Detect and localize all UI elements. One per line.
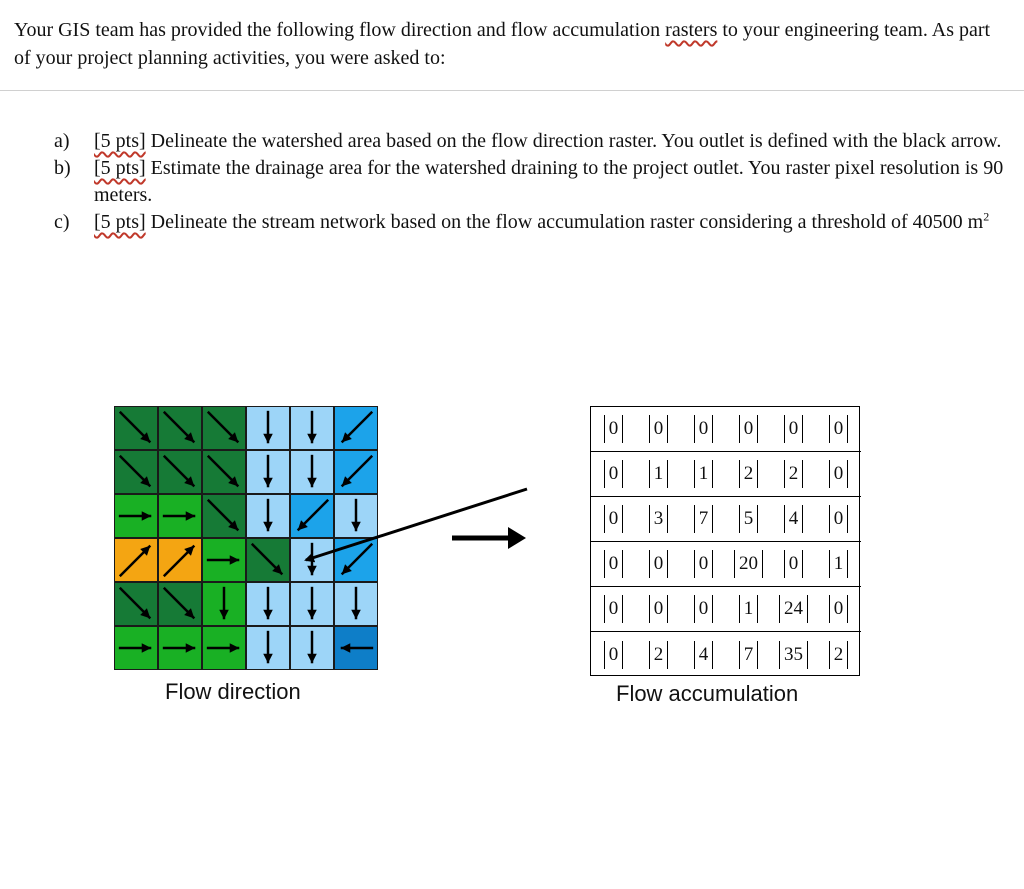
flow-accumulation-cell	[636, 542, 681, 587]
accumulation-value: 0	[829, 505, 849, 533]
flow-arrow-icon	[203, 539, 245, 581]
flow-accumulation-cell	[591, 632, 636, 677]
flow-direction-cell	[158, 450, 202, 494]
accumulation-value: 20	[734, 550, 763, 578]
flow-accumulation-cell	[771, 587, 816, 632]
flow-direction-cell	[114, 450, 158, 494]
flow-direction-cell	[246, 626, 290, 670]
accumulation-value: 4	[784, 505, 804, 533]
question-text: Delineate the stream network based on the flow accumulation raster considering a threshold of 40500 m	[145, 211, 984, 233]
flow-arrow-icon	[115, 451, 157, 493]
flow-arrow-icon	[115, 539, 157, 581]
accumulation-value: 0	[604, 641, 624, 669]
accumulation-value: 0	[604, 460, 624, 488]
flow-direction-caption: Flow direction	[165, 679, 301, 704]
accumulation-value: 0	[604, 550, 624, 578]
accumulation-value: 0	[784, 550, 804, 578]
flow-accumulation-cell	[681, 542, 726, 587]
flow-arrow-icon	[335, 495, 377, 537]
flow-accumulation-cell	[816, 452, 861, 497]
flow-direction-cell	[290, 406, 334, 450]
flow-accumulation-cell	[591, 452, 636, 497]
flow-arrow-icon	[291, 407, 333, 449]
question-points: [5 pts]	[94, 157, 146, 179]
question-marker: c)	[54, 211, 70, 233]
question-list	[14, 128, 1004, 236]
flow-arrow-icon	[159, 583, 201, 625]
accumulation-value: 1	[649, 460, 669, 488]
accumulation-value: 0	[739, 415, 759, 443]
accumulation-value: 4	[694, 641, 714, 669]
flow-direction-cell	[114, 538, 158, 582]
flow-arrow-icon	[247, 451, 289, 493]
question-points: [5 pts]	[94, 130, 146, 152]
flow-arrow-icon	[335, 539, 377, 581]
flow-arrow-icon	[335, 583, 377, 625]
flow-accumulation-cell	[816, 632, 861, 677]
flow-accumulation-cell	[726, 587, 771, 632]
flow-arrow-icon	[203, 495, 245, 537]
flow-direction-cell	[114, 494, 158, 538]
flow-accumulation-cell	[681, 587, 726, 632]
intro-text-1: Your GIS team has provided the following flow direction and flow accumulation	[14, 19, 666, 41]
flow-accumulation-caption: Flow accumulation	[616, 681, 799, 706]
flow-accumulation-cell	[636, 407, 681, 452]
flow-arrow-icon	[159, 495, 201, 537]
flow-accumulation-cell	[771, 632, 816, 677]
accumulation-value: 0	[649, 595, 669, 623]
flow-accumulation-cell	[726, 407, 771, 452]
accumulation-value: 7	[694, 505, 714, 533]
flow-direction-cell	[158, 406, 202, 450]
flow-direction-cell	[246, 406, 290, 450]
flow-accumulation-cell	[816, 407, 861, 452]
question-c	[14, 209, 1004, 236]
flow-direction-cell	[158, 626, 202, 670]
flow-arrow-icon	[115, 495, 157, 537]
flow-accumulation-cell	[681, 452, 726, 497]
accumulation-value: 1	[829, 550, 849, 578]
flow-direction-cell	[334, 626, 378, 670]
flow-arrow-icon	[291, 495, 333, 537]
flow-direction-cell	[202, 494, 246, 538]
accumulation-value: 3	[649, 505, 669, 533]
rasters-word: rasters	[665, 19, 718, 41]
accumulation-value: 0	[784, 415, 804, 443]
accumulation-value: 2	[829, 641, 849, 669]
flow-arrow-icon	[247, 407, 289, 449]
flow-arrow-icon	[247, 495, 289, 537]
flow-direction-cell	[290, 538, 334, 582]
question-text: Delineate the watershed area based on the flow direction raster. You outlet is defined with the black arrow.	[145, 130, 1002, 152]
flow-arrow-icon	[335, 407, 377, 449]
accumulation-value: 35	[779, 641, 808, 669]
intro-text-2: to your engineering team. As part of your project planning activities, you were asked to:	[14, 19, 991, 69]
flow-arrow-icon	[115, 407, 157, 449]
accumulation-value: 24	[779, 595, 808, 623]
flow-direction-cell	[158, 582, 202, 626]
accumulation-value: 7	[739, 641, 759, 669]
question-points: [5 pts]	[94, 211, 146, 233]
question-a	[14, 128, 1004, 155]
flow-direction-cell	[290, 582, 334, 626]
flow-direction-cell	[114, 626, 158, 670]
flow-direction-cell	[202, 626, 246, 670]
flow-arrow-icon	[247, 539, 289, 581]
flow-arrow-icon	[159, 539, 201, 581]
flow-direction-cell	[290, 450, 334, 494]
flow-arrow-icon	[247, 627, 289, 669]
flow-accumulation-cell	[636, 587, 681, 632]
flow-direction-cell	[334, 494, 378, 538]
flow-direction-cell	[202, 450, 246, 494]
question-marker: a)	[54, 130, 70, 152]
flow-accumulation-cell	[771, 452, 816, 497]
flow-accumulation-cell	[591, 587, 636, 632]
flow-direction-cell	[246, 538, 290, 582]
flow-arrow-icon	[115, 583, 157, 625]
flow-accumulation-cell	[816, 587, 861, 632]
intro-paragraph	[14, 16, 1004, 72]
accumulation-value: 1	[739, 595, 759, 623]
question-b	[14, 155, 1004, 209]
flow-accumulation-cell	[591, 497, 636, 542]
flow-direction-cell	[158, 538, 202, 582]
flow-accumulation-cell	[681, 632, 726, 677]
flow-accumulation-cell	[816, 497, 861, 542]
accumulation-value: 2	[739, 460, 759, 488]
transform-arrow-icon	[452, 527, 526, 549]
flow-accumulation-cell	[636, 632, 681, 677]
accumulation-value: 0	[694, 415, 714, 443]
accumulation-value: 0	[649, 415, 669, 443]
flow-direction-cell	[246, 582, 290, 626]
flow-arrow-icon	[159, 407, 201, 449]
flow-arrow-icon	[203, 583, 245, 625]
question-marker: b)	[54, 157, 71, 179]
flow-direction-cell	[290, 494, 334, 538]
flow-accumulation-cell	[681, 497, 726, 542]
accumulation-value: 0	[604, 415, 624, 443]
question-text: Estimate the drainage area for the watershed draining to the project outlet. You raster pixel resolution is 90 meters.	[94, 157, 1004, 206]
accumulation-value: 0	[604, 595, 624, 623]
flow-direction-cell	[246, 494, 290, 538]
accumulation-value: 2	[784, 460, 804, 488]
flow-direction-grid	[114, 406, 382, 674]
top-divider	[0, 90, 1024, 91]
accumulation-value: 0	[649, 550, 669, 578]
flow-direction-cell	[334, 450, 378, 494]
accumulation-value: 0	[694, 595, 714, 623]
flow-accumulation-cell	[726, 497, 771, 542]
accumulation-value: 0	[829, 595, 849, 623]
flow-accumulation-cell	[636, 452, 681, 497]
flow-direction-cell	[334, 406, 378, 450]
flow-direction-cell	[114, 406, 158, 450]
flow-accumulation-cell	[771, 407, 816, 452]
flow-arrow-icon	[291, 583, 333, 625]
accumulation-value: 0	[604, 505, 624, 533]
flow-arrow-icon	[291, 451, 333, 493]
flow-arrow-icon	[159, 451, 201, 493]
flow-accumulation-cell	[591, 407, 636, 452]
accumulation-value: 5	[739, 505, 759, 533]
flow-direction-cell	[114, 582, 158, 626]
flow-arrow-icon	[335, 451, 377, 493]
flow-accumulation-cell	[636, 497, 681, 542]
accumulation-value: 0	[829, 460, 849, 488]
flow-arrow-icon	[203, 451, 245, 493]
flow-accumulation-cell	[726, 452, 771, 497]
flow-direction-cell	[290, 626, 334, 670]
superscript-2: 2	[983, 209, 990, 224]
flow-arrow-icon	[247, 583, 289, 625]
flow-accumulation-grid	[590, 406, 860, 676]
flow-accumulation-cell	[591, 542, 636, 587]
flow-accumulation-cell	[816, 542, 861, 587]
flow-accumulation-cell	[726, 542, 771, 587]
accumulation-value: 0	[694, 550, 714, 578]
flow-arrow-icon	[335, 627, 377, 669]
flow-accumulation-cell	[726, 632, 771, 677]
flow-direction-cell	[246, 450, 290, 494]
flow-accumulation-cell	[681, 407, 726, 452]
flow-arrow-icon	[291, 539, 333, 581]
flow-direction-cell	[202, 582, 246, 626]
flow-arrow-icon	[291, 627, 333, 669]
flow-direction-cell	[334, 538, 378, 582]
accumulation-value: 1	[694, 460, 714, 488]
flow-direction-cell	[202, 406, 246, 450]
flow-accumulation-cell	[771, 542, 816, 587]
accumulation-value: 2	[649, 641, 669, 669]
accumulation-value: 0	[829, 415, 849, 443]
flow-arrow-icon	[159, 627, 201, 669]
flow-direction-cell	[334, 582, 378, 626]
flow-accumulation-cell	[771, 497, 816, 542]
flow-direction-cell	[202, 538, 246, 582]
flow-arrow-icon	[203, 407, 245, 449]
flow-arrow-icon	[203, 627, 245, 669]
flow-direction-cell	[158, 494, 202, 538]
flow-arrow-icon	[115, 627, 157, 669]
